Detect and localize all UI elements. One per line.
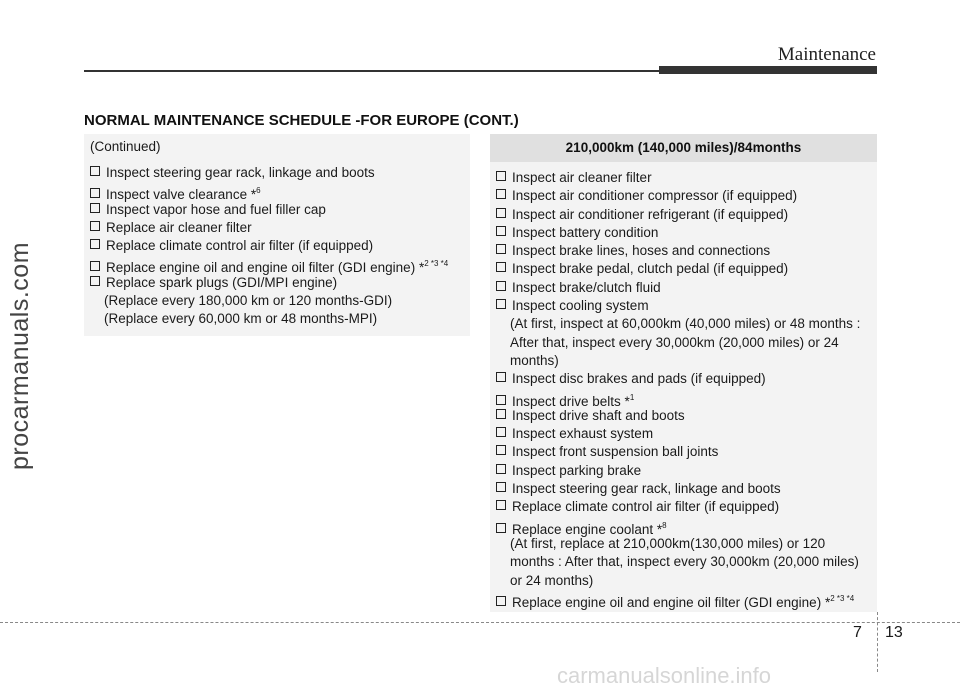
- checkbox-icon: [496, 427, 506, 437]
- checkbox-icon: [496, 445, 506, 455]
- checklist-item: [496, 242, 860, 260]
- page-divider: [877, 612, 878, 672]
- checklist-item: [496, 480, 860, 498]
- item-text: (Replace every 60,000 km or 48 months-MPI): [104, 311, 378, 327]
- item-text: Replace engine oil and engine oil filter (GDI engine) *: [512, 594, 831, 610]
- item-text: Inspect air cleaner filter: [512, 170, 652, 185]
- item-text: Replace climate control air filter (if equipped): [512, 499, 780, 515]
- item-text: Replace spark plugs (GDI/MPI engine): [106, 274, 338, 290]
- checklist-item: [496, 443, 860, 461]
- checklist-item: [496, 498, 860, 516]
- footnote-marker: 1: [629, 392, 635, 402]
- item-text: Inspect cooling system: [512, 298, 649, 314]
- item-text: (At first, replace at 210,000km(130,000 miles) or 120: [510, 535, 826, 551]
- checkbox-icon: [496, 482, 506, 492]
- checklist-note: [90, 292, 448, 310]
- checklist-item: [496, 297, 860, 315]
- checkbox-icon: [496, 523, 506, 533]
- checklist-item: [90, 237, 448, 255]
- item-text: Inspect brake/clutch fluid: [512, 279, 661, 295]
- item-text: months : After that, inspect every 30,000km (20,000 miles): [510, 554, 859, 570]
- item-text: Inspect brake lines, hoses and connections: [512, 243, 771, 259]
- checklist-note: [496, 535, 860, 553]
- item-text: Inspect front suspension ball joints: [512, 444, 719, 460]
- right-panel: [490, 134, 877, 612]
- item-text: Inspect air conditioner compressor (if equipped): [512, 188, 798, 204]
- checkbox-icon: [496, 226, 506, 236]
- checklist-item: [496, 370, 860, 388]
- continued-label: (Continued): [90, 139, 161, 154]
- checkbox-icon: [90, 221, 100, 231]
- checklist-item: [90, 201, 448, 219]
- chapter-number: 7: [853, 624, 862, 641]
- item-text: Inspect valve clearance *: [106, 187, 257, 203]
- checkbox-icon: [496, 299, 506, 309]
- item-text: (At first, inspect at 60,000km (40,000 miles) or 48 months :: [510, 316, 861, 332]
- item-text: Inspect exhaust system: [512, 426, 654, 442]
- side-watermark: procarmanuals.com: [6, 241, 34, 470]
- bottom-watermark: carmanualsonline.info: [557, 663, 772, 688]
- item-text: (Replace every 180,000 km or 120 months-GDI): [104, 293, 393, 309]
- checklist-note: [496, 334, 860, 352]
- checklist-item: [496, 206, 860, 224]
- item-text: After that, inspect every 30,000km (20,000 miles) or 24: [510, 334, 839, 350]
- checklist-item: [496, 279, 860, 297]
- left-item-list: [90, 164, 448, 329]
- header-rule-thick: [659, 66, 877, 74]
- item-text: Inspect vapor hose and fuel filler cap: [106, 201, 326, 217]
- interval-heading: 210,000km (140,000 miles)/84months: [490, 134, 877, 162]
- checklist-item: [496, 260, 860, 278]
- checkbox-icon: [496, 244, 506, 254]
- footnote-marker: 6: [256, 186, 261, 196]
- checkbox-icon: [496, 395, 506, 405]
- checklist-note: [496, 553, 860, 571]
- checkbox-icon: [90, 166, 100, 176]
- checkbox-icon: [496, 500, 506, 510]
- checkbox-icon: [90, 276, 100, 286]
- item-text: Inspect steering gear rack, linkage and boots: [512, 481, 781, 497]
- checklist-item: [90, 164, 448, 182]
- right-item-list: [496, 169, 860, 608]
- header-title: Maintenance: [777, 44, 876, 65]
- checkbox-icon: [496, 189, 506, 199]
- checklist-item: [496, 389, 860, 407]
- checkbox-icon: [496, 409, 506, 419]
- checklist-note: [496, 572, 860, 590]
- checklist-item: [496, 169, 860, 187]
- item-text: Inspect disc brakes and pads (if equipped): [512, 371, 766, 387]
- footnote-marker: 2 *3 *4: [424, 259, 449, 269]
- checklist-item: [496, 425, 860, 443]
- item-text: Inspect steering gear rack, linkage and boots: [106, 165, 375, 180]
- section-title: NORMAL MAINTENANCE SCHEDULE -FOR EUROPE (CONT.): [84, 112, 519, 129]
- checklist-item: [496, 462, 860, 480]
- footnote-marker: 8: [662, 520, 667, 530]
- checklist-item: [90, 274, 448, 292]
- item-text: Inspect parking brake: [512, 462, 642, 478]
- item-text: months): [510, 352, 559, 368]
- checklist-note: [496, 315, 860, 333]
- checkbox-icon: [496, 281, 506, 291]
- item-text: Replace engine coolant *: [512, 521, 663, 537]
- checkbox-icon: [496, 464, 506, 474]
- checkbox-icon: [496, 208, 506, 218]
- checklist-note: [496, 352, 860, 370]
- checklist-item: [90, 255, 449, 276]
- checkbox-icon: [90, 188, 100, 198]
- checklist-item: [496, 590, 860, 608]
- checkbox-icon: [496, 171, 506, 181]
- page-number: 13: [885, 624, 903, 641]
- checkbox-icon: [496, 262, 506, 272]
- item-text: or 24 months): [510, 572, 594, 588]
- item-text: Inspect battery condition: [512, 224, 659, 240]
- item-text: Inspect drive shaft and boots: [512, 407, 685, 423]
- item-text: Replace climate control air filter (if equipped): [106, 238, 374, 254]
- checklist-item: [496, 224, 860, 242]
- checklist-note: [90, 310, 448, 328]
- header-rule-thin: [84, 70, 659, 72]
- checkbox-icon: [90, 203, 100, 213]
- item-text: Replace engine oil and engine oil filter (GDI engine) *: [106, 260, 425, 276]
- checkbox-icon: [90, 261, 100, 271]
- footer-rule: [0, 622, 960, 623]
- checklist-item: [496, 187, 860, 205]
- checkbox-icon: [90, 239, 100, 249]
- item-text: Replace air cleaner filter: [106, 219, 252, 235]
- checklist-item: [496, 517, 860, 535]
- item-text: Inspect brake pedal, clutch pedal (if equipped): [512, 261, 789, 277]
- checklist-item: [496, 407, 860, 425]
- checklist-item: [90, 219, 448, 237]
- footnote-marker: 2 *3 *4: [830, 593, 855, 603]
- checkbox-icon: [496, 372, 506, 382]
- left-panel: [84, 134, 470, 336]
- checklist-item: [90, 182, 448, 203]
- item-text: Inspect air conditioner refrigerant (if equipped): [512, 206, 789, 222]
- checkbox-icon: [496, 596, 506, 606]
- item-text: Inspect drive belts *: [512, 393, 630, 409]
